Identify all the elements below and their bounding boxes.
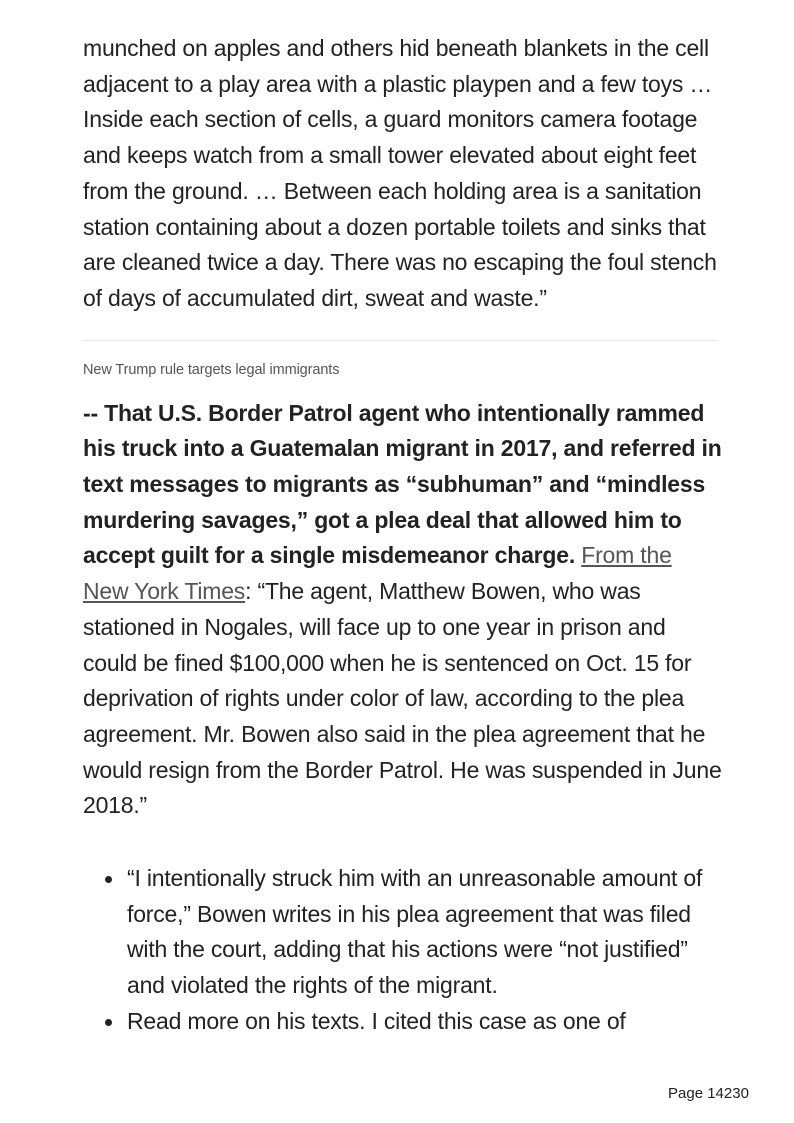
paragraph-lead-bold: -- That U.S. Border Patrol agent who intentionally rammed his truck into a Guatemalan migrant in 2017, and referred in text messages to migrants as “subhuman” and “mindless murdering savages,” got a plea deal that allowed him to accept guilt for a single misdemeanor charge.	[83, 399, 722, 569]
nyt-source-link[interactable]: From the New York Times	[83, 542, 672, 605]
section-divider	[83, 340, 717, 341]
paragraph-quote: : “The agent, Matthew Bowen, who was stationed in Nogales, will face up to one year in prison and could be fined $100,000 when he is sentenced on Oct. 15 for deprivation of rights under color of law, according to the plea agreement. Mr. Bowen also said in the plea agreement that he would resign from the Border Patrol. He was suspended in June 2018.”	[83, 578, 722, 819]
related-article-caption[interactable]: New Trump rule targets legal immigrants	[83, 361, 340, 378]
article-body	[83, 31, 723, 1040]
bullet-list	[83, 861, 723, 1040]
list-item	[127, 1004, 723, 1040]
bullet-text: Read more on his texts. I cited this case as one of	[127, 1007, 626, 1034]
bullet-dot-icon	[105, 876, 112, 883]
paragraph-sanitation: munched on apples and others hid beneath blankets in the cell adjacent to a play area with a plastic playpen and a few toys … Inside each section of cells, a guard monitors camera footage and keeps watch from a small tower elevated about eight feet from the ground. … Between each holding area is a sanitation station containing about a dozen portable toilets and sinks that are cleaned twice a day. There was no escaping the foul stench of days of accumulated dirt, sweat and waste.”	[83, 35, 717, 311]
bullet-text: “I intentionally struck him with an unreasonable amount of force,” Bowen writes in his plea agreement that was filed with the court, adding that his actions were “not justified” and violated the rights of the migrant.	[127, 865, 703, 999]
bullet-dot-icon	[105, 1019, 112, 1026]
list-item	[127, 861, 723, 1004]
paragraph-border-patrol	[83, 396, 723, 824]
page-number: Page 14230	[668, 1085, 749, 1102]
